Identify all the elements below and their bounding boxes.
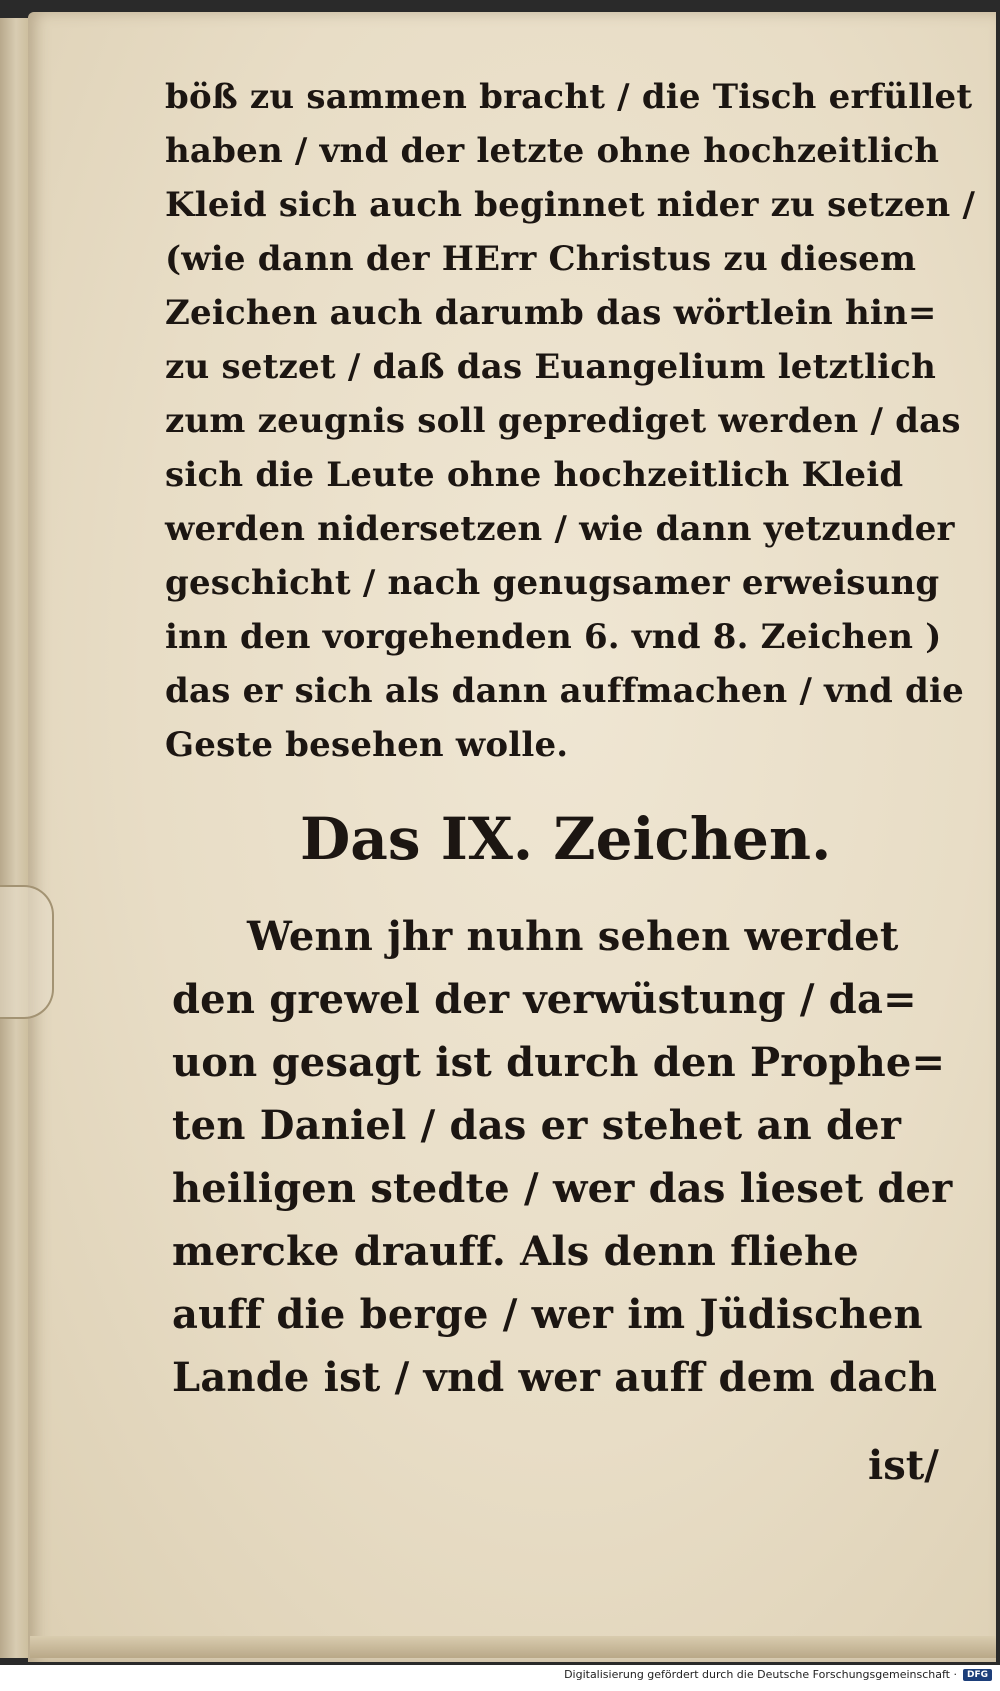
text-line: Lande ist / vnd wer auff dem dach xyxy=(172,1354,938,1401)
text-line: mercke drauff. Als denn fliehe xyxy=(172,1228,859,1275)
text-line: zu setzet / daß das Euangelium letztlich xyxy=(165,347,937,387)
book-clasp xyxy=(0,885,54,1019)
text-line: böß zu sammen bracht / die Tisch erfüllet xyxy=(165,77,973,117)
text-line: heiligen stedte / wer das lieset der xyxy=(172,1165,953,1212)
text-line: werden nidersetzen / wie dann yetzunder xyxy=(165,509,955,549)
text-line: Wenn jhr nuhn sehen werdet xyxy=(247,913,899,960)
text-line: inn den vorgehenden 6. vnd 8. Zeichen ) xyxy=(165,617,942,657)
text-line: Kleid sich auch beginnet nider zu setzen / xyxy=(165,185,976,225)
catchword: ist/ xyxy=(868,1442,939,1489)
text-line: geschicht / nach genugsamer erweisung xyxy=(165,563,940,603)
lower-paragraph xyxy=(172,905,972,1409)
text-line: sich die Leute ohne hochzeitlich Kleid xyxy=(165,455,904,495)
text-line: auff die berge / wer im Jüdischen xyxy=(172,1291,923,1338)
text-line: das er sich als dann auffmachen / vnd die xyxy=(165,671,964,711)
text-line: zum zeugnis soll geprediget werden / das xyxy=(165,401,961,441)
digitization-footer xyxy=(564,1668,992,1681)
text-line: Zeichen auch darumb das wörtlein hin= xyxy=(165,293,937,333)
text-line: den grewel der verwüstung / da= xyxy=(172,976,917,1023)
footer-credit-text: Digitalisierung gefördert durch die Deutsche Forschungsgemeinschaft · xyxy=(564,1668,957,1681)
text-line: Geste besehen wolle. xyxy=(165,725,569,765)
text-line: ten Daniel / das er stehet an der xyxy=(172,1102,902,1149)
chapter-heading: Das IX. Zeichen. xyxy=(300,805,832,873)
dfg-logo-icon: DFG xyxy=(963,1669,992,1681)
upper-paragraph xyxy=(165,70,975,772)
text-line: uon gesagt ist durch den Prophe= xyxy=(172,1039,946,1086)
text-line: haben / vnd der letzte ohne hochzeitlich xyxy=(165,131,940,171)
text-line: (wie dann der HErr Christus zu diesem xyxy=(165,239,917,279)
page-bottom-edge xyxy=(30,1636,996,1658)
